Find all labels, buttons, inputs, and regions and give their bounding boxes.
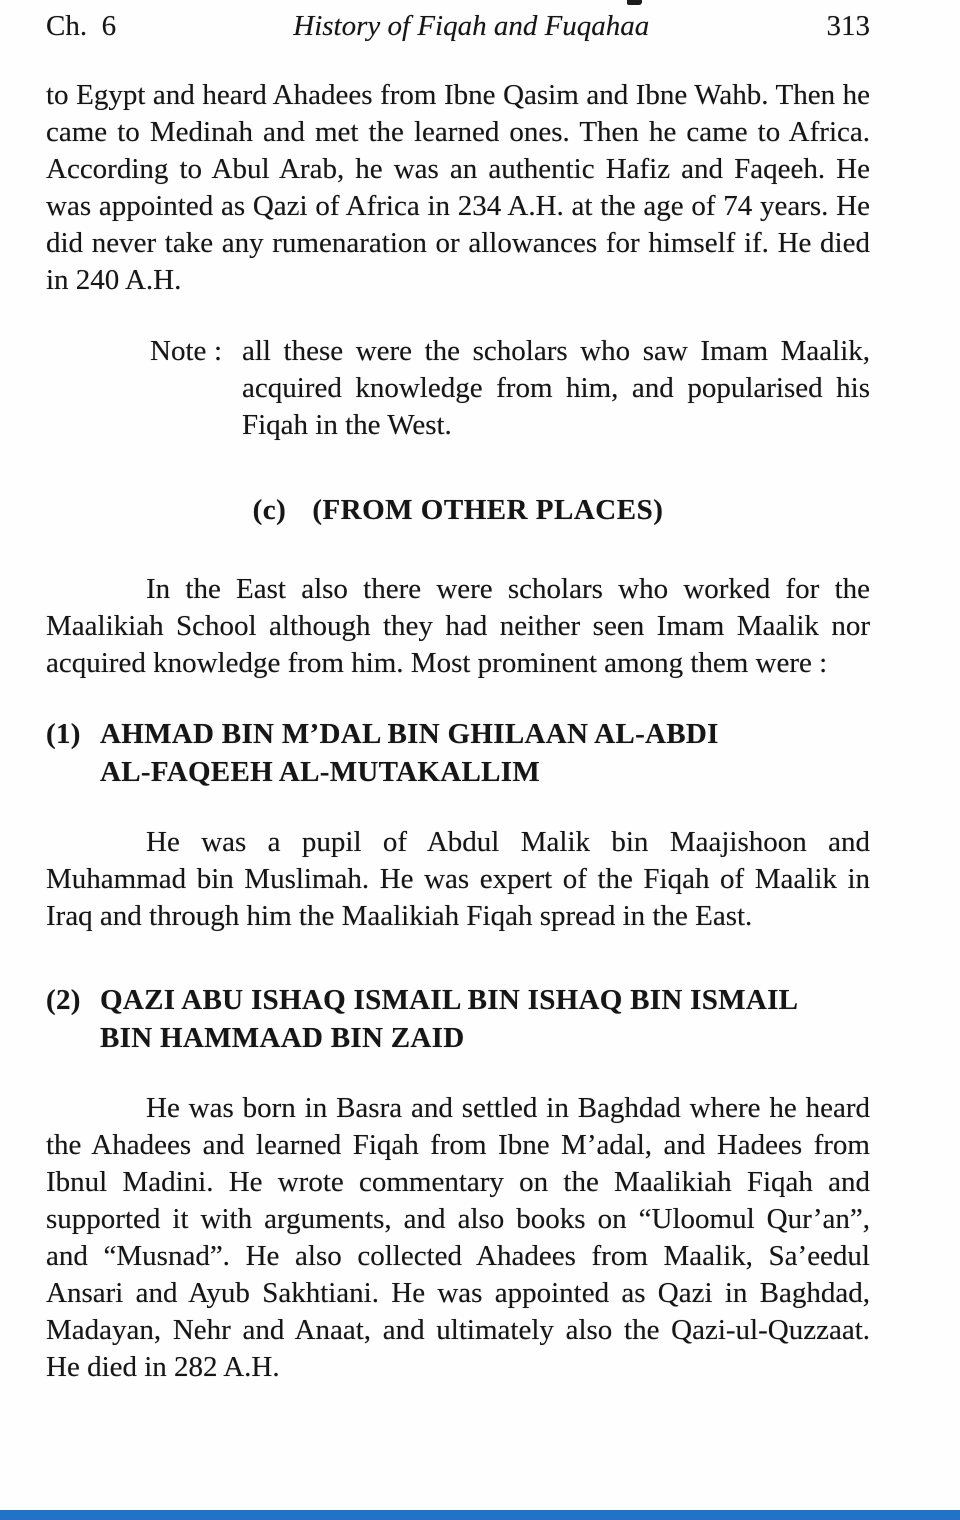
- paragraph-continuation: to Egypt and heard Ahadees from Ibne Qasim and Ibne Wahb. Then he came to Medinah and met the learned ones. Then he came to Africa. According to Abul Arab, he was an authentic Hafiz and Faqeeh. He was appointed as Qazi of Africa in 234 A.H. at the age of 74 years. He did never take any rumenaration or allowances for himself if. He died in 240 A.H.: [46, 79, 870, 296]
- entry-2-number: (2): [46, 984, 81, 1016]
- running-title: History of Fiqah and Fuqahaa: [293, 10, 650, 42]
- note-text: all these were the scholars who saw Imam Maalik, acquired knowledge from him, and popularised his Fiqah in the West.: [242, 335, 870, 441]
- entry-1-paragraph: He was a pupil of Abdul Malik bin Maajishoon and Muhammad bin Muslimah. He was expert of the Fiqah of Maalik in Iraq and through him the Maalikiah Fiqah spread in the East.: [46, 826, 870, 932]
- footer-bar: [0, 1510, 960, 1520]
- note-label: Note: [150, 335, 207, 367]
- entry-1-number: (1): [46, 718, 81, 750]
- note-block: [150, 333, 870, 444]
- entry-2-name-line2: BIN HAMMAAD BIN ZAID: [100, 1022, 465, 1054]
- entry-1-heading: [46, 715, 870, 791]
- entry-1-name-line2: AL-FAQEEH AL-MUTAKALLIM: [100, 756, 541, 788]
- entry-1-name: [100, 715, 870, 791]
- entry-2-heading: [46, 981, 870, 1057]
- chapter-label: Ch. 6: [46, 10, 117, 42]
- section-c-heading: [46, 492, 870, 529]
- paragraph-east-scholars: In the East also there were scholars who worked for the Maalikiah School although they had neither seen Imam Maalik nor acquired knowledge from him. Most prominent among them were :: [46, 573, 870, 679]
- scan-artifact: [627, 0, 642, 5]
- page-number: 313: [826, 10, 870, 42]
- entry-1-name-line1: AHMAD BIN M’DAL BIN GHILAAN AL-ABDI: [100, 718, 719, 750]
- entry-2-paragraph: He was born in Basra and settled in Baghdad where he heard the Ahadees and learned Fiqah from Ibne M’adal, and Hadees from Ibnul Madini. He wrote commentary on the Maalikiah Fiqah and supported it with arguments, and also books on “Uloomul Qur’an”, and “Musnad”. He also collected Ahadees from Maalik, Sa’eedul Ansari and Ayub Sakhtiani. He was appointed as Qazi in Baghdad, Madayan, Nehr and Anaat, and ultimately also the Qazi-ul-Quzzaat. He died in 282 A.H.: [46, 1092, 870, 1383]
- section-marker: (c): [252, 494, 287, 526]
- note-colon: :: [214, 335, 223, 367]
- entry-2-name-line1: QAZI ABU ISHAQ ISMAIL BIN ISHAQ BIN ISMAIL: [100, 984, 799, 1016]
- page-header: [46, 8, 870, 44]
- entry-2-name: [100, 981, 870, 1057]
- section-title: (FROM OTHER PLACES): [312, 494, 664, 526]
